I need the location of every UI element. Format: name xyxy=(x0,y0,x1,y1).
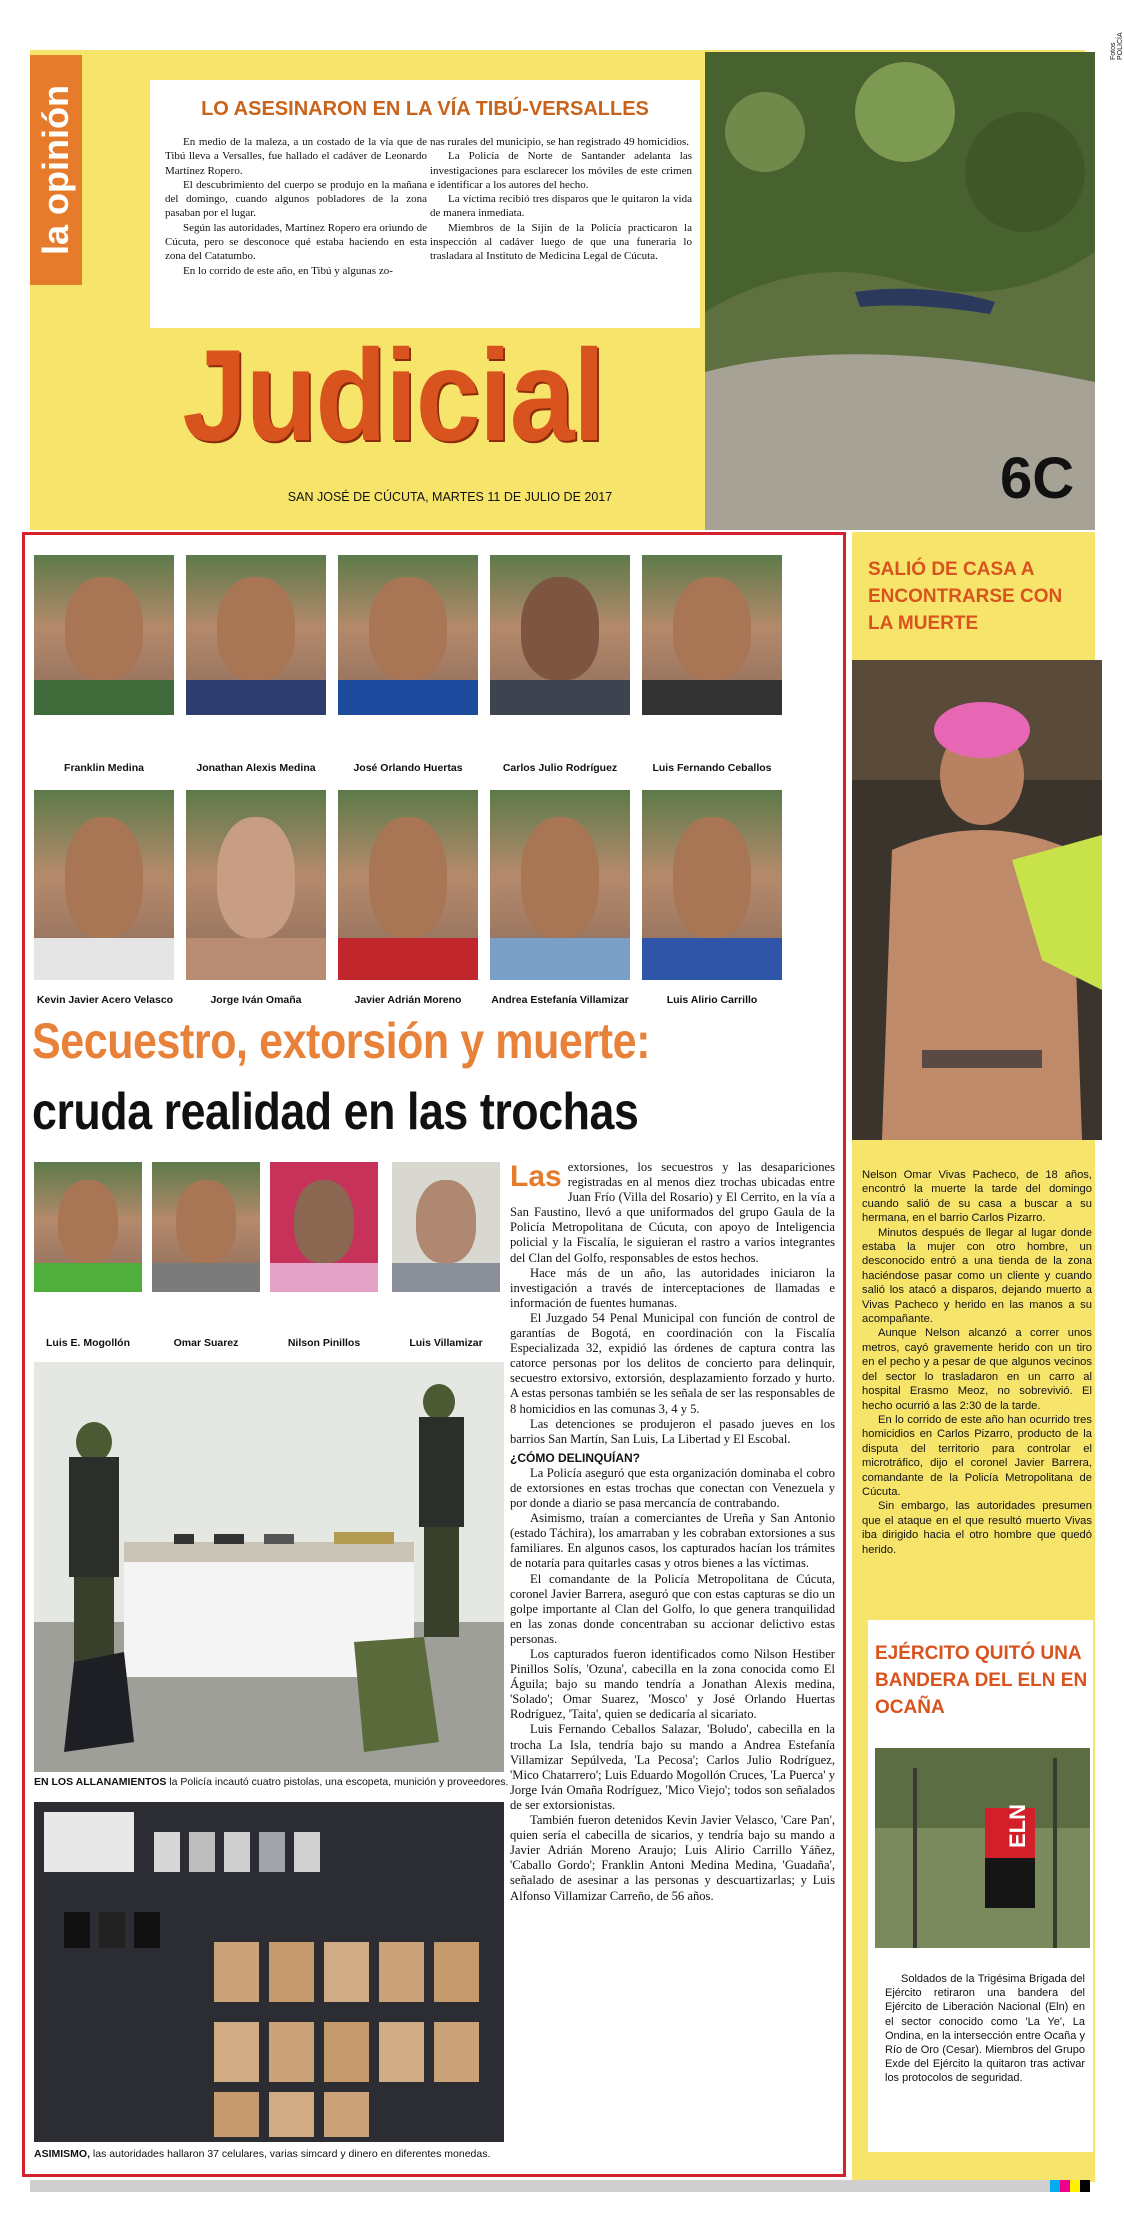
suspect-name: Luis Fernando Ceballos xyxy=(652,762,772,774)
main-subheadline: cruda realidad en las trochas xyxy=(32,1083,639,1141)
seized-weapons-photo xyxy=(34,1362,504,1772)
cyan-swatch xyxy=(1050,2180,1060,2192)
page-number: 6C xyxy=(1000,446,1075,511)
suspect-name: Javier Adrián Moreno xyxy=(354,994,462,1006)
top-story-paragraph: nas rurales del municipio, se han registrado 49 homicidios. xyxy=(430,136,690,148)
suspect-photo xyxy=(642,555,782,715)
suspect-photo xyxy=(642,790,782,980)
suspect-photo xyxy=(34,1162,142,1292)
victim-illustration xyxy=(852,660,1102,1140)
article-paragraph: Hace más de un año, las autoridades iniciaron la investigación a través de interceptaciones de llamadas e información de fuentes humanas. xyxy=(510,1265,835,1310)
seized-weapons-illustration xyxy=(34,1362,504,1772)
top-story-paragraph: La Policía de Norte de Santander adelanta las investigaciones para esclarecer los móviles de este crimen e identificar a los autores del hecho. xyxy=(430,150,692,191)
suspect-photo xyxy=(186,790,326,980)
eln-paragraph: Soldados de la Trigésima Brigada del Ejército retiraron una bandera del Ejército de Liberación Nacional (Eln) en el sector conocido como 'La Ye', La Ondina, en la intersección entre Ocaña y Río de Oro (Cesar). Miembros del Grupo Exde del Ejército la quitaron tras activar los protocolos de seguridad. xyxy=(885,1973,1085,2085)
suspect-photo xyxy=(186,555,326,715)
suspect-name: José Orlando Huertas xyxy=(353,762,463,774)
victim-photo xyxy=(852,660,1102,1140)
article-paragraph: Las detenciones se produjeron el pasado jueves en los barrios San Martín, San Luis, La Libertad y El Escobal. xyxy=(510,1416,835,1446)
seized-money-illustration xyxy=(34,1802,504,2142)
sidebar-paragraph: Aunque Nelson alcanzó a correr unos metros, cayó gravemente herido con un tiro en el pecho y a pesar de que algunos vecinos del sector lo trasladaron en un carro al hospital Erasmo Meoz, no sobrevivió. El hecho ocurrió a las 2:30 de la tarde. xyxy=(862,1327,1092,1412)
article-paragraph: También fueron detenidos Kevin Javier Velasco, 'Care Pan', quien sería el cabecilla de sicarios, y tendría bajo su mando a Javier Adrián Moreno Araujo; Luis Alirio Carrillo Yáñez, 'Caballo Gordo'; Franklin Antoni Medina Medina, 'Guadaña', señalado de asesinar a las personas y descuartizarlas; y Luis Alfonso Villamizar Carreño, de 56 años. xyxy=(510,1813,835,1903)
suspect-photo xyxy=(34,790,174,980)
suspect-name: Omar Suarez xyxy=(173,1337,239,1349)
suspect-name: Luis Alirio Carrillo xyxy=(666,994,758,1006)
sidebar-paragraph: En lo corrido de este año han ocurrido tres homicidios en Carlos Pizarro, producto de la disputa del territorio para controlar el microtráfico, dijo el coronel Javier Barrera, comandante de la Policía Metropolitana de Cúcuta. xyxy=(862,1413,1092,1498)
suspect-photo xyxy=(490,790,630,980)
black-swatch xyxy=(1080,2180,1090,2192)
sidebar-paragraph: Minutos después de llegar al lugar donde estaba la mujer con otro hombre, un desconocido entró a una tienda de la zona haciéndose pasar como un cliente y cuando salió los atacó a disparos, dejando muerto a Vivas Pacheco y herido en las manos a su acompañante. xyxy=(862,1226,1092,1326)
top-story-paragraph: La víctima recibió tres disparos que le quitaron la vida de manera inmediata. xyxy=(430,193,692,220)
drop-cap: Las xyxy=(510,1160,562,1193)
suspect-name: Carlos Julio Rodríguez xyxy=(502,762,618,774)
seized-money-photo xyxy=(34,1802,504,2142)
suspect-name: Jorge Iván Omaña xyxy=(210,994,302,1006)
photo-caption xyxy=(34,2148,514,2160)
suspect-photo xyxy=(34,555,174,715)
print-registration-bar xyxy=(30,2180,1090,2192)
suspect-name: Jonathan Alexis Medina xyxy=(196,762,316,774)
article-body xyxy=(510,1160,835,1904)
eln-body xyxy=(885,1972,1085,2086)
top-story-paragraph: Según las autoridades, Martínez Ropero era oriundo de Cúcuta, pero se desconoce qué estaba haciendo en esta zona del Catatumbo. xyxy=(165,221,427,263)
magenta-swatch xyxy=(1060,2180,1070,2192)
article-paragraph: Asimismo, traían a comerciantes de Ureña y San Antonio (estado Táchira), los amarraban y les cobraban extorsiones a sus familiares. En algunos casos, los capturados hacían los trámites de notaría para quitarles casas y otros bienes a las víctimas. xyxy=(510,1511,835,1571)
article-paragraph: El comandante de la Policía Metropolitana de Cúcuta, coronel Javier Barrera, aseguró que con estas capturas se dio un golpe importante al Clan del Golfo, lo que genera tranquilidad en las zonas donde concentraban su accionar delictivo estas personas. xyxy=(510,1571,835,1646)
caption-text: las autoridades hallaron 37 celulares, varias simcard y dinero en diferentes monedas. xyxy=(90,2148,491,2160)
sidebar-paragraph: Sin embargo, las autoridades presumen que el ataque en el que resultó muerto Vivas iba dirigido hacia el otro hombre que quedó herido. xyxy=(862,1500,1092,1556)
article-paragraph xyxy=(510,1160,835,1266)
dateline: SAN JOSÉ DE CÚCUTA, MARTES 11 DE JULIO DE 2017 xyxy=(287,490,613,504)
suspect-name: Kevin Javier Acero Velasco xyxy=(36,994,174,1006)
suspect-photo xyxy=(270,1162,378,1292)
top-story-paragraph: El descubrimiento del cuerpo se produjo en la mañana del domingo, cuando algunos pobladores de la zona pasaban por el lugar. xyxy=(165,178,427,220)
yellow-swatch xyxy=(1070,2180,1080,2192)
suspect-photo xyxy=(338,555,478,715)
caption-text: la Policía incautó cuatro pistolas, una escopeta, munición y proveedores. xyxy=(166,1776,509,1788)
photo-caption xyxy=(34,1776,514,1788)
sidebar-paragraph: Nelson Omar Vivas Pacheco, de 18 años, encontró la muerte la tarde del domingo cuando salió de su casa a buscar a su hermana, en el barrio Carlos Pizarro. xyxy=(862,1169,1092,1225)
suspect-name: Franklin Medina xyxy=(64,762,144,774)
caption-lead: EN LOS ALLANAMIENTOS xyxy=(34,1776,167,1788)
suspect-photo xyxy=(152,1162,260,1292)
sidebar-body xyxy=(862,1168,1092,1557)
section-title: Judicial xyxy=(182,322,604,468)
article-paragraph: La Policía aseguró que esta organización dominaba el cobro de extorsiones en estas trochas que conectan con Venezuela y por donde a diario se pasa mercancía de contrabando. xyxy=(510,1465,835,1511)
top-story-col-1 xyxy=(165,135,427,278)
eln-title: EJÉRCITO QUITÓ UNA BANDERA DEL ELN EN OCAÑA xyxy=(875,1643,1088,1718)
eln-flag-photo xyxy=(875,1748,1090,1948)
suspect-name: Luis E. Mogollón xyxy=(46,1337,130,1349)
photo-credit: Fotos POLICÍA xyxy=(1110,32,1124,60)
article-paragraph: Los capturados fueron identificados como Nilson Hestiber Pinillos Solís, 'Ozuna', cabecilla en la zona conocida como El Águila; bajo su mando tendría a Jonathan Alexis medina, 'Solado'; Omar Suarez, 'Mosco' y José Orlando Huertas Rodríguez, 'Taita', quien se dedicaría al sicariato. xyxy=(510,1647,835,1722)
suspect-name: Andrea Estefanía Villamizar xyxy=(491,994,629,1006)
brand-bar xyxy=(30,55,82,285)
article-paragraph: El Juzgado 54 Penal Municipal con función de control de garantías de Bogotá, en coordinación con la Fiscalía Especializada 32, expidió las órdenes de captura contra las catorce personas por los delitos de concierto para delinquir, secuestro extorsivo, extorsión, desplazamiento forzado y hurto. A estas personas también se les señala de ser las responsables de 8 homicidios en las comunas 3, 4 y 5. xyxy=(510,1310,835,1416)
top-story-paragraph: Miembros de la Sijín de la Policía practicaron la inspección al cadáver luego de que una funeraria lo trasladara al Instituto de Medicina Legal de Cúcuta. xyxy=(430,221,692,263)
brand-logo: la opinión xyxy=(35,85,76,255)
suspect-photo xyxy=(338,790,478,980)
top-story-col-2 xyxy=(430,135,692,264)
main-headline: Secuestro, extorsión y muerte: xyxy=(32,1013,650,1069)
suspect-name: Nilson Pinillos xyxy=(287,1337,361,1349)
caption-lead: ASIMISMO, xyxy=(34,2148,91,2160)
top-story-title: LO ASESINARON EN LA VÍA TIBÚ-VERSALLES xyxy=(201,98,649,120)
suspect-photo xyxy=(392,1162,500,1292)
sidebar-title: SALIÓ DE CASA A ENCONTRARSE CON LA MUERTE xyxy=(868,559,1063,634)
suspect-name: Luis Villamizar xyxy=(409,1337,483,1349)
flag-text: ELN xyxy=(1005,1804,1030,1848)
article-paragraph: Luis Fernando Ceballos Salazar, 'Boludo', cabecilla en la trocha La Isla, tendría bajo su mando a Andrea Estefanía Villamizar Sepúlveda, 'La Pecosa'; Carlos Julio Rodríguez, 'Mico Chatarrero'; Luis Eduardo Mogollón Cruces, 'La Puerca' y Jorge Iván Omaña Rodríguez, 'Mico Viejo'; todos son señalados de ser extorsionistas. xyxy=(510,1722,835,1812)
suspect-photo xyxy=(490,555,630,715)
article-subhead: ¿CÓMO DELINQUÍAN? xyxy=(510,1450,640,1465)
top-story-paragraph: En medio de la maleza, a un costado de la vía que de Tibú lleva a Versalles, fue hallado el cadáver de Leonardo Martínez Ropero. xyxy=(165,136,427,177)
article-text: extorsiones, los secuestros y las desapariciones registradas en al menos diez trochas ubicadas entre Juan Frío (Villa del Rosario) y El Cerrito, en la vía a San Faustino, llevó a que uniformados del grupo Gaula de la Policía Metropolitana de Cúcuta, con apoyo de Inteligencia policial y la Fiscalía, le siguieran el rastro a varios integrantes del Clan del Golfo, responsables de estos hechos. xyxy=(510,1160,835,1265)
top-story-paragraph: En lo corrido de este año, en Tibú y algunas zo- xyxy=(183,264,393,277)
eln-flag-illustration xyxy=(875,1748,1090,1948)
